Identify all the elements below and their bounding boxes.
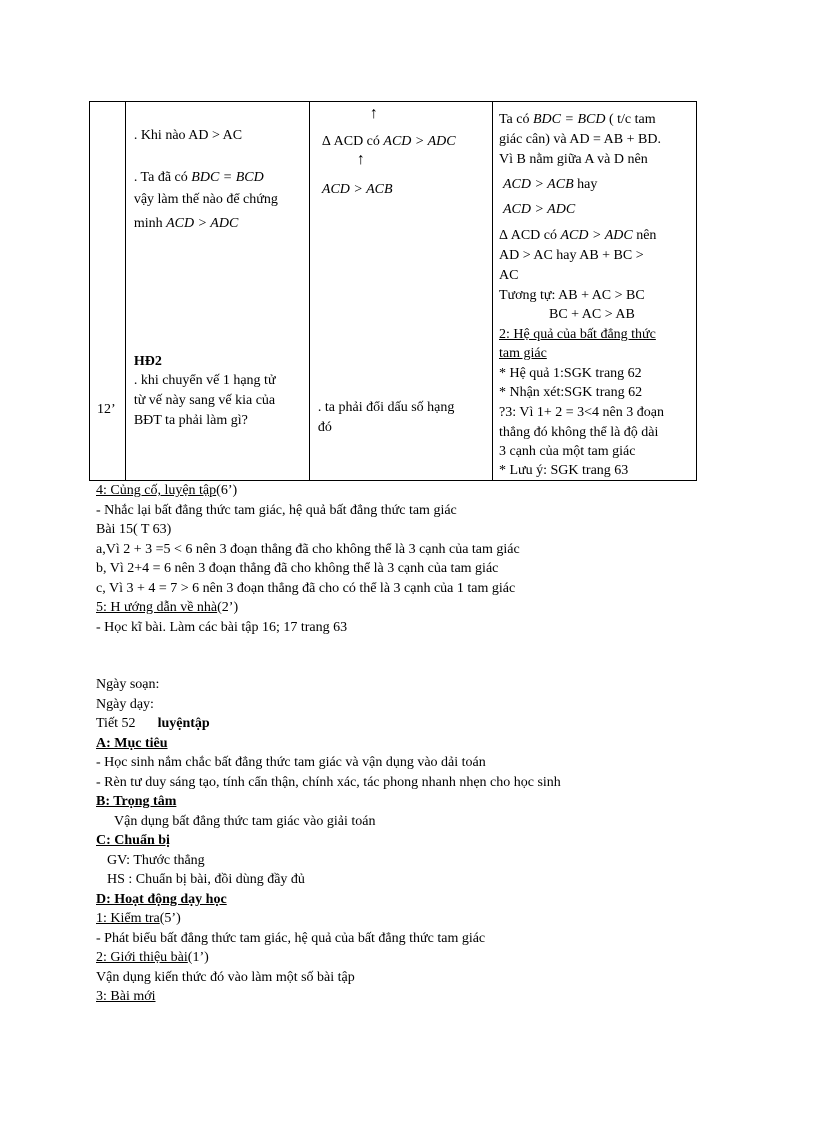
content-line: ACD > ADC bbox=[502, 202, 576, 217]
section-heading: 5: H ướng dẫn về nhà(2’) bbox=[96, 600, 239, 615]
student-activity-cell bbox=[309, 102, 492, 481]
section-heading: 4: Củng cố, luyện tập(6’) bbox=[96, 483, 238, 498]
body-line: Bài 15( T 63) bbox=[96, 522, 172, 537]
content-line: Ta có BDC = BCD ( t/c tam bbox=[498, 112, 656, 127]
student-answer: ACD > ACB bbox=[321, 182, 393, 197]
lesson-title: Tiết 52 luyệntập bbox=[96, 716, 210, 731]
body-line: GV: Thước thẳng bbox=[107, 852, 205, 868]
content-line: AD > AC hay AB + BC > bbox=[498, 248, 644, 263]
content-line: thẳng đó không thể là độ dài bbox=[498, 425, 659, 440]
section-heading: 1: Kiểm tra(5’) bbox=[96, 911, 181, 926]
body-line: - Nhắc lại bất đẳng thức tam giác, hệ quả bất đẳng thức tam giác bbox=[96, 502, 457, 518]
content-line: * Nhận xét:SGK trang 62 bbox=[498, 385, 643, 400]
teacher-question: minh ACD > ADC bbox=[133, 216, 239, 231]
section-heading: C: Chuẩn bị bbox=[96, 833, 170, 848]
student-answer: . ta phải đổi dấu số hạng bbox=[317, 400, 455, 415]
student-answer: Δ ACD có ACD > ADC bbox=[321, 134, 456, 149]
section-heading: B: Trọng tâm bbox=[96, 794, 177, 809]
up-arrow-icon: ↑ bbox=[369, 105, 378, 122]
teacher-question: . Ta đã có BDC = BCD bbox=[133, 170, 264, 185]
teacher-question: vậy làm thế nào để chứng bbox=[133, 192, 278, 207]
body-line: c, Vì 3 + 4 = 7 > 6 nên 3 đoạn thẳng đã cho có thể là 3 cạnh của 1 tam giác bbox=[96, 580, 516, 596]
teacher-question: . khi chuyển vế 1 hạng tử bbox=[133, 373, 276, 388]
content-line: BC + AC > AB bbox=[548, 307, 635, 322]
section-heading: tam giác bbox=[498, 346, 547, 361]
section-heading: 2: Giới thiệu bài(1’) bbox=[96, 950, 209, 965]
body-line: Vận dụng kiến thức đó vào làm một số bài tập bbox=[96, 969, 355, 985]
time-cell bbox=[90, 102, 126, 481]
date-taught: Ngày dạy: bbox=[96, 696, 154, 712]
student-answer: đó bbox=[317, 420, 332, 435]
body-line: - Học kĩ bài. Làm các bài tập 16; 17 trang 63 bbox=[96, 619, 348, 635]
content-cell bbox=[492, 102, 696, 481]
content-line: ACD > ACB hay bbox=[502, 177, 598, 192]
body-line: - Phát biểu bất đẳng thức tam giác, hệ quả của bất đẳng thức tam giác bbox=[96, 930, 486, 946]
body-line: a,Vì 2 + 3 =5 < 6 nên 3 đoạn thẳng đã cho không thể là 3 cạnh của tam giác bbox=[96, 541, 520, 557]
content-line: 3 cạnh của một tam giác bbox=[498, 444, 636, 459]
content-line: ?3: Vì 1+ 2 = 3<4 nên 3 đoạn bbox=[498, 405, 664, 420]
lesson-table bbox=[89, 101, 697, 481]
section-heading: D: Hoạt động dạy học bbox=[96, 891, 227, 907]
up-arrow-icon: ↑ bbox=[356, 151, 365, 168]
teacher-question: từ vế này sang vế kia của bbox=[133, 393, 276, 408]
section-heading: A: Mục tiêu bbox=[96, 735, 168, 751]
content-line: giác cân) và AD = AB + BD. bbox=[498, 132, 661, 147]
body-line: - Rèn tư duy sáng tạo, tính cẩn thận, chính xác, tác phong nhanh nhẹn cho học sinh bbox=[96, 774, 561, 790]
body-line: HS : Chuẩn bị bài, đồi dùng đầy đủ bbox=[107, 872, 305, 887]
content-line: * Hệ quả 1:SGK trang 62 bbox=[498, 366, 642, 381]
spacer bbox=[96, 637, 736, 675]
table-row bbox=[90, 102, 697, 481]
content-line: Tương tự: AB + AC > BC bbox=[498, 288, 645, 303]
date-prepared: Ngày soạn: bbox=[96, 677, 160, 692]
content-line: * Lưu ý: SGK trang 63 bbox=[498, 463, 629, 478]
activity-heading: HĐ2 bbox=[133, 354, 162, 369]
section-heading: 3: Bài mới bbox=[96, 989, 156, 1004]
teacher-question: BĐT ta phải làm gì? bbox=[133, 413, 248, 428]
teacher-activity-cell bbox=[125, 102, 309, 481]
body-line: Vận dụng bất đẳng thức tam giác vào giải toán bbox=[114, 813, 376, 829]
document-body bbox=[96, 481, 736, 1007]
content-line: Δ ACD có ACD > ADC nên bbox=[498, 228, 657, 243]
section-heading: 2: Hệ quả của bất đẳng thức bbox=[498, 327, 656, 342]
teacher-question: . Khi nào AD > AC bbox=[133, 128, 243, 143]
time-label: 12’ bbox=[97, 402, 116, 417]
body-line: b, Vì 2+4 = 6 nên 3 đoạn thẳng đã cho không thể là 3 cạnh của tam giác bbox=[96, 561, 499, 576]
content-line: Vì B nằm giữa A và D nên bbox=[498, 152, 648, 167]
body-line: - Học sinh nắm chắc bất đẳng thức tam giác và vận dụng vào dải toán bbox=[96, 755, 486, 770]
content-line: AC bbox=[498, 268, 519, 283]
